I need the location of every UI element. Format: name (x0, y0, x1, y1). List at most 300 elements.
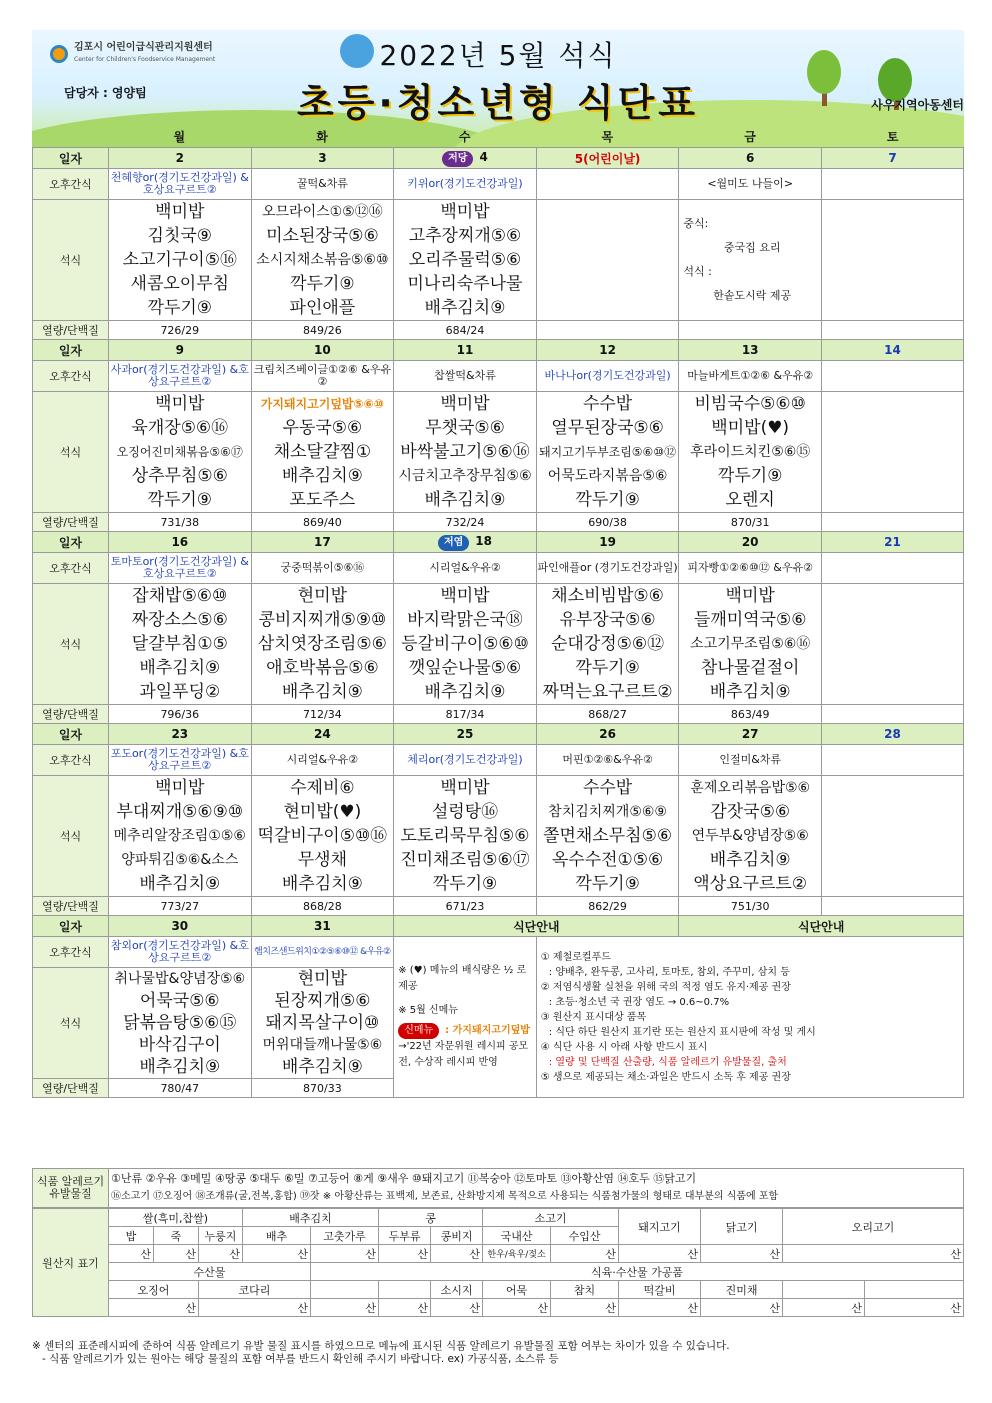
dinner-cell (394, 584, 537, 705)
menu-item: 머위대들깨나물⑤⑥ (262, 1037, 383, 1053)
menu-item: 애호박볶음⑤⑥ (266, 658, 379, 678)
snack-cell: 시리얼&우유② (394, 553, 537, 584)
manager-label: 담당자 : 영양팀 (64, 86, 147, 100)
origin-group: 돼지고기 (619, 1209, 701, 1245)
dinner-label: 석식 (33, 584, 109, 705)
date-cell (251, 724, 394, 745)
origin-value: 산 (483, 1299, 551, 1317)
guide-line: ② 저염식생활 실천을 위해 국의 적정 염도 유지·제공 권장 (540, 981, 791, 993)
date-number: 24 (314, 727, 331, 741)
dinner-cell (536, 200, 679, 321)
kcal-cell: 868/27 (536, 705, 679, 724)
kcal-label: 열량/단백질 (33, 1079, 109, 1098)
menu-item: 훈제오리볶음밥⑤⑥ (690, 780, 811, 796)
menu-item: 한솥도시락 제공 (713, 289, 792, 302)
date-label: 일자 (33, 916, 109, 937)
origin-sub: 고춧가루 (311, 1227, 379, 1245)
date-number: 21 (884, 535, 901, 549)
kcal-cell: 849/26 (251, 321, 394, 340)
dinner-cell (679, 776, 822, 897)
dinner-label: 석식 (33, 200, 109, 321)
menu-item: 오리주물럭⑤⑥ (408, 250, 522, 270)
menu-item: 짜먹는요구르트② (542, 682, 673, 702)
menu-item: 쫄면채소무침⑤⑥ (543, 826, 673, 846)
footer-line: ※ 센터의 표준레시피에 준하여 식품 알레르기 유발 물질 표시를 하였으므로 메뉴에 표시된 식품 알레르기 유발물질 포함 여부는 차이가 있을 수 있습니다. (32, 1340, 730, 1352)
menu-item: 무생채 (297, 850, 348, 870)
date-number: 9 (175, 343, 184, 357)
origin-group: 배추김치 (243, 1209, 379, 1227)
kcal-cell: 862/29 (536, 897, 679, 916)
origin-value: 산 (551, 1245, 619, 1263)
menu-item: 현미밥 (297, 586, 348, 606)
menu-item: 메추리알장조림①⑤⑥ (113, 828, 246, 844)
date-number: 6 (746, 151, 755, 165)
menu-item: 가지돼지고기덮밥⑤⑥⑩ (260, 397, 384, 411)
snack-label: 오후간식 (33, 169, 109, 200)
menu-item: 도토리묵무침⑤⑥ (400, 826, 530, 846)
menu-item: 상추무침⑤⑥ (131, 466, 228, 486)
menu-item: 배추김치⑨ (139, 658, 221, 678)
origin-sub (379, 1281, 431, 1299)
date-number: 12 (599, 343, 616, 357)
weekday: 화 (316, 130, 328, 144)
org-name: 김포시 어린이급식관리지원센터 (74, 42, 213, 53)
menu-item: 깍두기⑨ (575, 658, 640, 678)
menu-item: 중식: (683, 217, 709, 230)
snack-cell (822, 169, 964, 200)
menu-item: 부대찌개⑤⑥⑨⑩ (116, 802, 244, 822)
menu-item: 깍두기⑨ (575, 490, 640, 510)
menu-item: 오징어진미채볶음⑤⑥⑰ (116, 445, 243, 459)
menu-item: 백미밥 (440, 586, 490, 606)
menu-item: 수수밥 (582, 394, 633, 414)
kcal-cell (822, 513, 964, 532)
menu-item: 참나물겉절이 (700, 658, 800, 678)
origin-table (32, 1208, 964, 1317)
snack-cell (822, 361, 964, 392)
date-cell (251, 148, 394, 169)
guide-line: 신메뉴 (398, 1023, 439, 1039)
menu-page (32, 30, 964, 1375)
weekday: 월 (173, 130, 186, 144)
guide-line: ※ 5월 신메뉴 (398, 1005, 458, 1016)
menu-item: 깍두기⑨ (432, 874, 498, 894)
origin-group: 수산물 (109, 1263, 311, 1281)
menu-item: 순대강정⑤⑥⑫ (550, 634, 665, 654)
snack-cell: 참외or(경기도건강과일) &호상요구르트② (109, 937, 252, 968)
kcal-cell: 726/29 (109, 321, 252, 340)
origin-sub: 어묵 (483, 1281, 551, 1299)
dinner-cell (109, 968, 252, 1079)
snack-label: 오후간식 (33, 361, 109, 392)
date-cell (109, 148, 252, 169)
menu-item: 새콤오이무침 (130, 274, 230, 294)
kcal-cell: 773/27 (109, 897, 252, 916)
snack-cell: 시리얼&우유② (251, 745, 394, 776)
menu-item: 후라이드치킨⑤⑥⑮ (690, 444, 811, 460)
origin-value: 산 (311, 1299, 379, 1317)
menu-item: 배추김치⑨ (139, 1057, 221, 1077)
kcal-label: 열량/단백질 (33, 321, 109, 340)
date-number: 13 (741, 343, 759, 357)
menu-item: 삼치엿장조림⑤⑥ (257, 634, 387, 654)
menu-item: 배추김치⑨ (281, 874, 363, 894)
kcal-label: 열량/단백질 (33, 513, 109, 532)
date-number: 19 (599, 535, 616, 549)
kcal-cell (822, 705, 964, 724)
menu-item: 수제비⑥ (290, 778, 355, 798)
dinner-cell (394, 776, 537, 897)
menu-item: 바지락맑은국⑱ (407, 610, 523, 630)
snack-cell: 바나나or(경기도건강과일) (536, 361, 679, 392)
dinner-cell (536, 392, 679, 513)
menu-item: 바삭김구이 (138, 1035, 221, 1055)
menu-item: 돼지목살구이⑩ (265, 1013, 380, 1033)
snack-cell: 꿀떡&차류 (251, 169, 394, 200)
origin-value: 산 (701, 1299, 783, 1317)
menu-item: 진미채조림⑤⑥⑰ (400, 850, 530, 870)
origin-sub: 배추 (243, 1227, 311, 1245)
dinner-cell (822, 776, 964, 897)
snack-label: 오후간식 (33, 745, 109, 776)
origin-sub: 국내산 (483, 1227, 551, 1245)
guide-line: ※ (♥) 메뉴의 배식량은 ½ 로 제공 (398, 965, 527, 992)
date-cell (822, 724, 964, 745)
date-number: 16 (171, 535, 189, 549)
origin-value: 산 (865, 1299, 964, 1317)
date-cell (394, 532, 537, 553)
snack-cell (822, 553, 964, 584)
menu-item: 배추김치⑨ (281, 682, 363, 702)
menu-item: 채소달걀찜① (273, 442, 372, 462)
kcal-cell: 870/31 (679, 513, 822, 532)
menu-item: 참치김치찌개⑤⑥⑨ (548, 804, 667, 820)
snack-cell (536, 169, 679, 200)
menu-item: 무챗국⑤⑥ (425, 418, 505, 438)
date-cell (679, 916, 964, 937)
guide-line: : 가지돼지고기덮밥 (445, 1025, 530, 1036)
origin-value: 한우/육우/젖소 (483, 1245, 551, 1263)
dinner-cell (109, 776, 252, 897)
dinner-label: 석식 (33, 776, 109, 897)
menu-item: 오렌지 (725, 490, 775, 510)
kcal-cell: 684/24 (394, 321, 537, 340)
kcal-cell: 751/30 (679, 897, 822, 916)
kcal-cell: 671/23 (394, 897, 537, 916)
dinner-cell (109, 200, 252, 321)
snack-cell: 파인애플or (경기도건강과일) (536, 553, 679, 584)
menu-item: 짜장소스⑤⑥ (131, 610, 228, 630)
date-cell (394, 916, 679, 937)
menu-item: 배추김치⑨ (709, 682, 791, 702)
dinner-label: 석식 (33, 968, 109, 1079)
date-cell (394, 340, 537, 361)
kcal-cell: 868/28 (251, 897, 394, 916)
origin-value: 산 (154, 1245, 199, 1263)
menu-item: 어묵도라지볶음⑤⑥ (547, 468, 668, 484)
dinner-cell (679, 392, 822, 513)
org-sub: Center for Children's Foodservice Management (74, 56, 216, 63)
kcal-cell: 780/47 (109, 1079, 252, 1098)
kcal-cell (536, 321, 679, 340)
menu-item: 포도주스 (289, 490, 356, 510)
snack-label: 오후간식 (33, 553, 109, 584)
kcal-cell: 732/24 (394, 513, 537, 532)
menu-item: 액상요구르트② (693, 874, 808, 894)
origin-value: 산 (701, 1245, 783, 1263)
menu-item: 배추김치⑨ (424, 490, 506, 510)
menu-item: 양파튀김⑤⑥&소스 (121, 852, 239, 868)
kcal-cell: 690/38 (536, 513, 679, 532)
menu-item: 연두부&양념장⑤⑥ (691, 828, 809, 844)
snack-cell: 찹쌀떡&차류 (394, 361, 537, 392)
menu-item: 김칫국⑨ (147, 226, 213, 246)
menu-item: 콩비지찌개⑤⑨⑩ (258, 610, 387, 630)
origin-sub: 코다리 (199, 1281, 311, 1299)
menu-item: 백미밥 (440, 202, 490, 222)
menu-item: 채소비빔밥⑤⑥ (551, 586, 664, 606)
menu-item: 우동국⑤⑥ (282, 418, 363, 438)
origin-value: 산 (783, 1299, 865, 1317)
origin-value: 산 (619, 1245, 701, 1263)
origin-value: 산 (199, 1245, 243, 1263)
date-cell (679, 532, 822, 553)
date-number: 11 (456, 343, 474, 357)
date-cell (109, 532, 252, 553)
date-cell (109, 724, 252, 745)
menu-item: 소고기무조림⑤⑥⑯ (690, 636, 811, 652)
menu-item: 깍두기⑨ (147, 298, 213, 318)
origin-value: 산 (243, 1245, 311, 1263)
menu-item: 현미밥(♥) (283, 802, 362, 822)
menu-item: 백미밥 (155, 394, 205, 414)
guide-right (536, 937, 963, 1098)
allergy-label: 식품 알레르기 유발물질 (33, 1169, 109, 1208)
dinner-cell (251, 200, 394, 321)
diet-badge: 저염 (438, 535, 469, 551)
guide-line: →'22년 자문위원 레시피 공모전, 수상작 레시피 반영 (398, 1041, 529, 1068)
menu-item: 소시지채소볶음⑤⑥⑩ (256, 252, 389, 268)
date-number: 25 (456, 727, 474, 741)
center-name: 사우지역아동센터 (871, 98, 964, 112)
origin-value: 산 (431, 1299, 483, 1317)
date-cell (394, 724, 537, 745)
kcal-cell: 731/38 (109, 513, 252, 532)
dinner-cell (109, 584, 252, 705)
menu-item: 떡갈비구이⑤⑩⑯ (257, 826, 388, 846)
menu-item: 취나물밥&양념장⑤⑥ (114, 971, 246, 987)
menu-item: 깍두기⑨ (717, 466, 783, 486)
date-number: 17 (314, 535, 331, 549)
kcal-cell: 869/40 (251, 513, 394, 532)
origin-group: 콩 (379, 1209, 483, 1227)
dinner-label: 석식 (33, 392, 109, 513)
dinner-cell (251, 776, 394, 897)
date-cell (109, 916, 252, 937)
date-cell (251, 916, 394, 937)
menu-item: 감잣국⑤⑥ (710, 802, 791, 822)
date-number: 10 (314, 343, 331, 357)
date-number: 26 (599, 727, 616, 741)
dinner-cell (822, 200, 964, 321)
menu-item: 어묵국⑤⑥ (139, 991, 220, 1011)
date-cell (536, 148, 679, 169)
menu-item: 시금치고추장무침⑤⑥ (398, 468, 532, 484)
weekday: 토 (886, 130, 899, 144)
kcal-cell: 870/33 (251, 1079, 394, 1098)
snack-cell: 포도or(경기도건강과일) &호상요구르트② (109, 745, 252, 776)
footer-line: - 식품 알레르기가 있는 원아는 해당 물질의 포함 여부를 반드시 확인해 주시기 바랍니다. ex) 가공식품, 소스류 등 (42, 1353, 559, 1365)
weekday-header (32, 128, 964, 146)
origin-label: 원산지 표기 (33, 1209, 109, 1317)
snack-cell: <월미도 나들이> (679, 169, 822, 200)
menu-item: 배추김치⑨ (424, 682, 506, 702)
menu-item: 중국집 요리 (723, 241, 781, 254)
menu-item: 열무된장국⑤⑥ (551, 418, 664, 438)
date-number: 28 (884, 727, 901, 741)
date-number: 2 (175, 151, 184, 165)
allergy-line: ⑯소고기 ⑰오징어 ⑱조개류(굴,전복,홍합) ⑲잣 ※ 아황산류는 표백제, 보존료, 산화방지제 목적으로 사용되는 식품첨가물의 형태로 대부분의 식품에 포함 (111, 1191, 779, 1202)
menu-item: 미소된장국⑤⑥ (266, 226, 379, 246)
date-cell (394, 148, 537, 169)
menu-item: 바싹불고기⑤⑥⑯ (400, 442, 530, 462)
origin-sub: 두부류 (379, 1227, 431, 1245)
menu-item: 과일푸딩② (139, 682, 221, 702)
origin-value: 산 (109, 1245, 154, 1263)
menu-item: 깍두기⑨ (147, 490, 213, 510)
menu-item: 등갈비구이⑤⑥⑩ (401, 634, 529, 654)
origin-sub (865, 1281, 964, 1299)
origin-sub: 참치 (551, 1281, 619, 1299)
menu-item: 배추김치⑨ (281, 1057, 363, 1077)
menu-item: 석식 : (683, 265, 712, 278)
kcal-cell: 712/34 (251, 705, 394, 724)
menu-item: 소고기구이⑤⑯ (122, 250, 237, 270)
menu-item: 배추김치⑨ (709, 850, 791, 870)
kcal-cell: 863/49 (679, 705, 822, 724)
menu-item: 깻잎순나물⑤⑥ (408, 658, 522, 678)
dinner-cell (394, 200, 537, 321)
guide-line: : 양배추, 완두콩, 고사리, 토마토, 참외, 주꾸미, 삼치 등 (548, 966, 790, 978)
dinner-cell (822, 392, 964, 513)
guide-line: ⑤ 생으로 제공되는 채소·과일은 반드시 소독 후 제공 권장 (540, 1071, 791, 1083)
menu-item: 유부장국⑤⑥ (559, 610, 656, 630)
origin-sub: 콩비지 (431, 1227, 483, 1245)
date-label: 일자 (33, 148, 109, 169)
date-cell (822, 532, 964, 553)
weekday: 목 (601, 130, 614, 144)
snack-cell: 천혜향or(경기도건강과일) &호상요구르트② (109, 169, 252, 200)
snack-cell: 궁중떡볶이⑤⑥⑯ (251, 553, 394, 584)
date-number: 14 (884, 343, 901, 357)
allergy-line: ①난류 ②우유 ③메밀 ④땅콩 ⑤대두 ⑥밀 ⑦고등어 ⑧게 ⑨새우 ⑩돼지고기 ⑪복숭아 ⑫토마토 ⑬아황산염 ⑭호두 ⑮닭고기 (111, 1172, 697, 1185)
guide-line: ③ 원산지 표시대상 품목 (540, 1011, 647, 1023)
menu-item: 백미밥 (725, 586, 775, 606)
guide-line: ① 제철로컬푸드 (540, 951, 611, 963)
date-cell (536, 724, 679, 745)
dinner-cell (536, 584, 679, 705)
menu-item: 달걀부침①⑤ (131, 634, 228, 654)
origin-sub: 진미채 (701, 1281, 783, 1299)
origin-value: 산 (379, 1245, 431, 1263)
snack-cell: 인절미&차류 (679, 745, 822, 776)
date-number: 27 (741, 727, 759, 741)
date-label: 일자 (33, 532, 109, 553)
origin-value: 산 (379, 1299, 431, 1317)
dinner-cell (251, 968, 394, 1079)
guide-line: : 식단 하단 원산지 표기란 또는 원산지 표시판에 작성 및 게시 (548, 1026, 816, 1038)
origin-value: 산 (311, 1245, 379, 1263)
dinner-cell (679, 584, 822, 705)
dinner-cell (251, 392, 394, 513)
origin-group: 닭고기 (701, 1209, 783, 1245)
date-cell (822, 340, 964, 361)
guide-left (394, 937, 537, 1098)
menu-item: 백미밥 (155, 202, 205, 222)
date-cell (251, 340, 394, 361)
origin-group: 쌀(흑미,찹쌀) (109, 1209, 243, 1227)
dinner-cell (109, 392, 252, 513)
date-number: 30 (171, 919, 189, 933)
menu-item: 깍두기⑨ (290, 274, 355, 294)
date-cell (822, 148, 964, 169)
snack-cell: 사과or(경기도건강과일) &호상요구르트② (109, 361, 252, 392)
snack-cell: 피자빵①②⑥⑩⑫ &우유② (679, 553, 822, 584)
snack-cell: 키위or(경기도건강과일) (394, 169, 537, 200)
menu-item: 된장찌개⑤⑥ (274, 991, 371, 1011)
menu-item: 미나리숙주나물 (407, 274, 523, 294)
menu-item: 깍두기⑨ (575, 874, 640, 894)
kcal-cell: 796/36 (109, 705, 252, 724)
origin-value: 산 (109, 1299, 199, 1317)
origin-group: 소고기 (483, 1209, 619, 1227)
snack-cell: 크림치즈베이글①②⑥ &우유② (251, 361, 394, 392)
diet-badge: 저당 (442, 151, 473, 167)
origin-sub: 죽 (154, 1227, 199, 1245)
snack-cell: 마늘바게트①②⑥ &우유② (679, 361, 822, 392)
origin-group: 식육·수산물 가공품 (311, 1263, 964, 1281)
dinner-cell (536, 776, 679, 897)
menu-item: 백미밥 (155, 778, 205, 798)
menu-table (32, 147, 964, 1098)
menu-item: 돼지고기두부조림⑤⑥⑩⑫ (539, 445, 677, 459)
date-number: 식단안내 (798, 919, 845, 934)
snack-label: 오후간식 (33, 937, 109, 968)
menu-item: 백미밥(♥) (711, 418, 790, 438)
origin-sub (311, 1281, 379, 1299)
kcal-label: 열량/단백질 (33, 897, 109, 916)
kcal-cell (679, 321, 822, 340)
date-cell (679, 148, 822, 169)
menu-item: 설렁탕⑯ (431, 802, 499, 822)
kcal-label: 열량/단백질 (33, 705, 109, 724)
origin-value: 산 (431, 1245, 483, 1263)
menu-item: 비빔국수⑤⑥⑩ (694, 394, 806, 414)
dinner-cell (822, 584, 964, 705)
menu-item: 백미밥 (440, 778, 490, 798)
origin-value: 산 (783, 1245, 964, 1263)
date-number: 5(어린이날) (574, 151, 641, 166)
menu-item: 배추김치⑨ (424, 298, 506, 318)
date-number: 23 (171, 727, 189, 741)
allergy-table (32, 1168, 964, 1208)
origin-value: 산 (199, 1299, 311, 1317)
kcal-cell: 817/34 (394, 705, 537, 724)
menu-item: 오므라이스①⑤⑫⑯ (262, 204, 383, 220)
snack-cell: 토마토or(경기도건강과일) &호상요구르트② (109, 553, 252, 584)
guide-line: : 초등·청소년 국 권장 염도 → 0.6~0.7% (548, 996, 730, 1008)
date-cell (679, 340, 822, 361)
